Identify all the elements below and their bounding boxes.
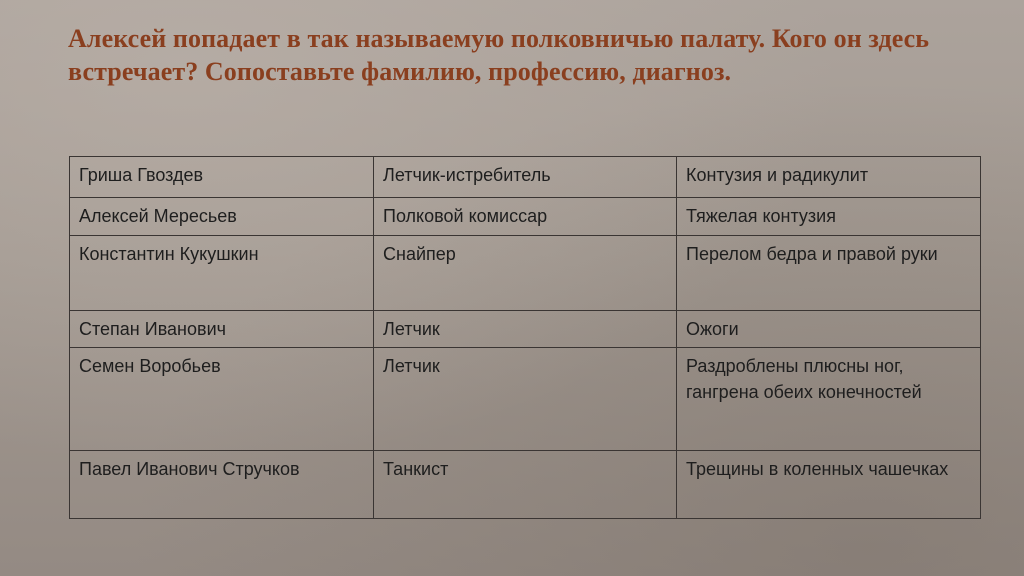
- profession-cell: Летчик-истребитель: [374, 157, 677, 198]
- table-row: [70, 311, 981, 348]
- table-row: [70, 348, 981, 451]
- name-cell: Гриша Гвоздев: [70, 157, 374, 198]
- table-row: [70, 236, 981, 311]
- diagnosis-cell: Трещины в коленных чашечках: [677, 451, 981, 519]
- matching-table-container: [69, 156, 980, 519]
- profession-cell: Полковой комиссар: [374, 198, 677, 236]
- matching-table: [69, 156, 981, 519]
- name-cell: Павел Иванович Стручков: [70, 451, 374, 519]
- profession-cell: Танкист: [374, 451, 677, 519]
- profession-cell: Летчик: [374, 311, 677, 348]
- name-cell: Алексей Мересьев: [70, 198, 374, 236]
- table-row: [70, 198, 981, 236]
- diagnosis-cell: Контузия и радикулит: [677, 157, 981, 198]
- name-cell: Степан Иванович: [70, 311, 374, 348]
- table-row: [70, 157, 981, 198]
- profession-cell: Снайпер: [374, 236, 677, 311]
- diagnosis-cell: Раздроблены плюсны ног, гангрена обеих конечностей: [677, 348, 981, 451]
- diagnosis-cell: Перелом бедра и правой руки: [677, 236, 981, 311]
- diagnosis-cell: Тяжелая контузия: [677, 198, 981, 236]
- table-row: [70, 451, 981, 519]
- slide-title: Алексей попадает в так называемую полковничью палату. Кого он здесь встречает? Сопоставьте фамилию, профессию, диагноз.: [68, 24, 930, 86]
- diagnosis-cell: Ожоги: [677, 311, 981, 348]
- name-cell: Константин Кукушкин: [70, 236, 374, 311]
- profession-cell: Летчик: [374, 348, 677, 451]
- name-cell: Семен Воробьев: [70, 348, 374, 451]
